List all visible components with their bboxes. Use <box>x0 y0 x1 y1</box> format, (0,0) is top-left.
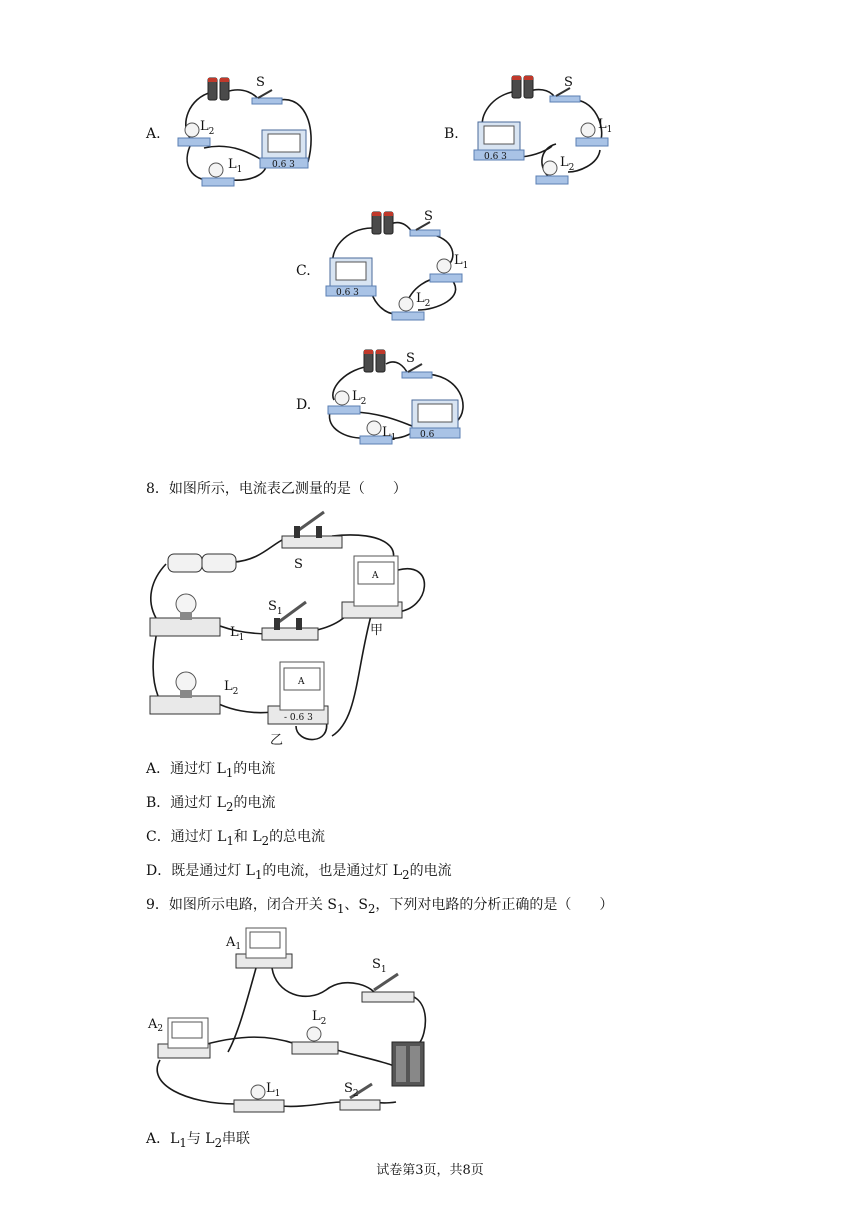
svg-text:- 0.6 3: - 0.6 3 <box>284 713 313 723</box>
q7-d-l2-label: $L_2$ <box>352 389 367 407</box>
q8-option-b[interactable]: B．通过灯 $L_2$的电流 <box>146 795 276 814</box>
q7-option-d-label: D. <box>296 397 312 413</box>
q8-l2-label: $L_2$ <box>224 679 239 697</box>
q8-l1-label: $L_1$ <box>230 625 245 643</box>
svg-text:0.6 3: 0.6 3 <box>336 288 359 298</box>
q9-s1-label: $S_1$ <box>372 957 387 975</box>
q8-stem: 8．如图所示，电流表乙测量的是（ ） <box>146 481 407 497</box>
page-footer: 试卷第3页，共8页 <box>376 1163 484 1178</box>
svg-text:0.6: 0.6 <box>420 430 435 440</box>
q9-option-a[interactable]: A．$L_1$与 $L_2$串联 <box>146 1131 251 1150</box>
svg-text:0.6 3: 0.6 3 <box>272 160 295 170</box>
q9-a2-label: $A_2$ <box>148 1017 164 1034</box>
svg-text:0.6 3: 0.6 3 <box>484 152 507 162</box>
q9-s2-label: $S_2$ <box>344 1081 359 1099</box>
q8-s-label: S <box>294 557 303 572</box>
q7-option-a-label: A. <box>146 126 161 142</box>
q8-option-d[interactable]: D．既是通过灯 $L_1$的电流，也是通过灯 $L_2$的电流 <box>146 863 452 882</box>
q7-b-l2-label: $L_2$ <box>560 155 575 173</box>
q7-option-c-figure <box>316 206 476 331</box>
q7-option-b-figure <box>468 70 628 195</box>
q7-c-l2-label: $L_2$ <box>416 291 431 309</box>
q9-stem: 9．如图所示电路，闭合开关 $S_1$、$S_2$，下列对电路的分析正确的是（ ） <box>146 897 614 916</box>
svg-text:A: A <box>298 677 305 687</box>
q7-b-l1-label: $L_1$ <box>598 117 613 135</box>
q8-figure <box>146 500 436 750</box>
q9-l2-label: $L_2$ <box>312 1009 327 1027</box>
q8-s1-label: $S_1$ <box>268 599 283 617</box>
q7-option-b-label: B. <box>444 126 459 142</box>
q7-d-l1-label: $L_1$ <box>382 425 397 443</box>
svg-text:A: A <box>372 571 379 581</box>
q9-l1-label: $L_1$ <box>266 1081 281 1099</box>
q8-meter-yi-label: 乙 <box>270 733 284 748</box>
q7-option-c-label: C. <box>296 263 311 279</box>
q9-a1-label: $A_1$ <box>226 935 242 952</box>
q7-a-l1-label: $L_1$ <box>228 157 243 175</box>
q7-option-a-figure <box>168 70 328 195</box>
q7-c-s-label: S <box>424 209 433 224</box>
q7-b-s-label: S <box>564 75 573 90</box>
q7-d-s-label: S <box>406 351 415 366</box>
q7-a-s-label: S <box>256 75 265 90</box>
q9-figure <box>146 924 436 1124</box>
q7-a-l2-label: $L_2$ <box>200 119 215 137</box>
q8-option-a[interactable]: A．通过灯 $L_1$的电流 <box>146 761 276 780</box>
q7-c-l1-label: $L_1$ <box>454 253 469 271</box>
q7-option-d-figure <box>316 344 476 454</box>
q8-meter-jia-label: 甲 <box>370 623 384 638</box>
q8-option-c[interactable]: C．通过灯 $L_1$和 $L_2$的总电流 <box>146 829 326 848</box>
